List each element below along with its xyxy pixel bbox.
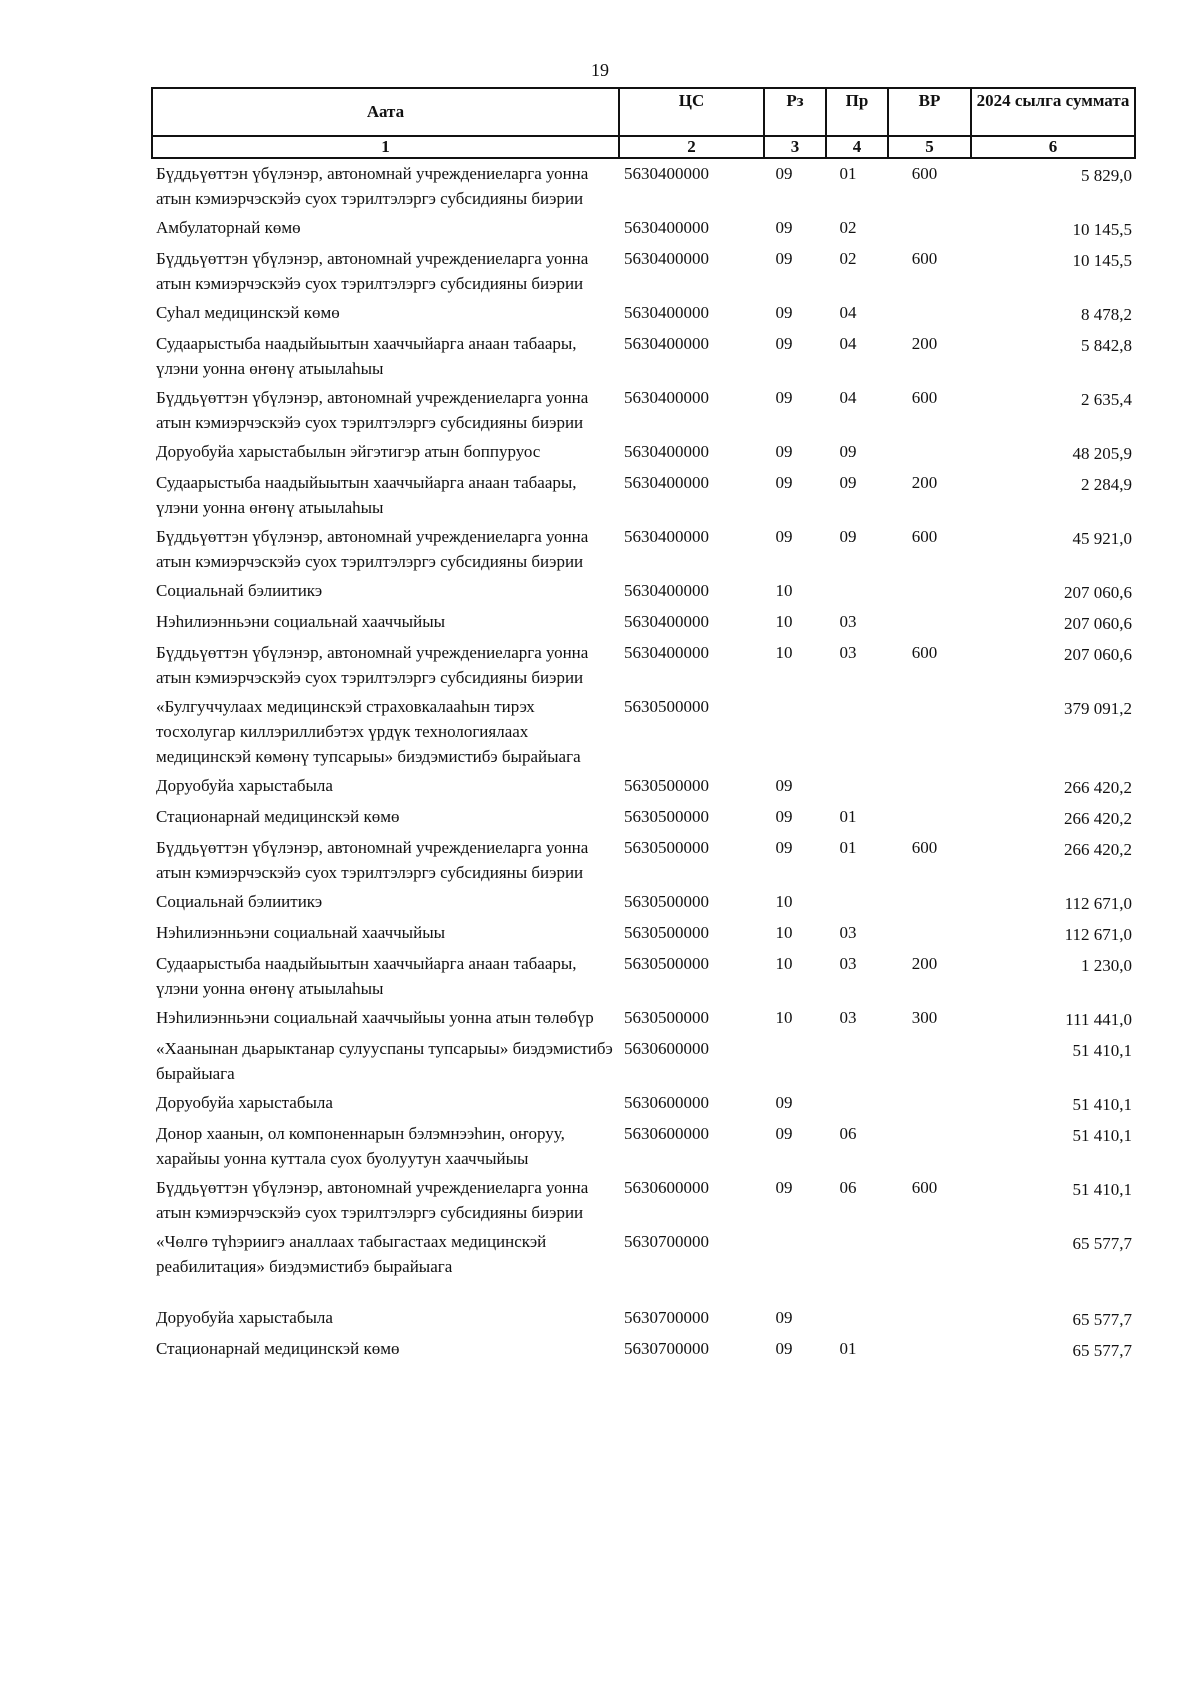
row-pr-code [826, 887, 888, 918]
row-name: Стационарнай медицинскэй көмө [156, 1339, 400, 1358]
table-row [152, 213, 1135, 244]
row-name: Судаарыстыба наадыйыытын хааччыйарга анаан табаары, үлэни уонна өҥөнү атыылаһыы [156, 473, 577, 517]
row-amount: 207 060,6 [1064, 645, 1132, 664]
row-cs-code: 5630400000 [624, 218, 709, 237]
table-row [152, 802, 1135, 833]
table-row [152, 638, 1135, 692]
row-rz-code [764, 1227, 826, 1303]
row-rz-code: 09 [775, 388, 793, 407]
row-name: Доруобуйа харыстабыла [156, 776, 333, 795]
column-number-row [152, 136, 1135, 158]
header-amount: 2024 сылга суммата [971, 88, 1135, 136]
row-name: Доруобуйа харыстабылын эйгэтигэр атын боппуруос [156, 442, 541, 461]
row-name: Бүддьүөттэн үбүлэнэр, автономнай учреждениеларга уонна атын кэмиэрчэскэйэ суох тэрилтэлэргэ субсидияны биэрии [156, 388, 589, 432]
table-row [152, 383, 1135, 437]
row-vr-code: 600 [911, 1178, 938, 1197]
row-vr-code: 600 [911, 838, 938, 857]
row-cs-code: 5630500000 [624, 838, 709, 857]
row-amount: 10 145,5 [1072, 220, 1132, 239]
row-pr-code: 03 [839, 643, 857, 662]
table-row [152, 918, 1135, 949]
row-rz-code: 09 [775, 527, 793, 546]
row-pr-code: 04 [839, 334, 857, 353]
row-rz-code: 09 [775, 249, 793, 268]
table-row [152, 437, 1135, 468]
row-vr-code: 600 [911, 527, 938, 546]
header-cs: ЦС [619, 88, 764, 136]
row-cs-code: 5630400000 [624, 334, 709, 353]
row-rz-code: 09 [775, 164, 793, 183]
row-amount: 112 671,0 [1064, 925, 1132, 944]
row-amount: 65 577,7 [1072, 1234, 1132, 1253]
row-rz-code [764, 1034, 826, 1088]
row-name: Нэһилиэнньэни социальнай хааччыйыы [156, 923, 446, 942]
table-row [152, 298, 1135, 329]
table-row [152, 887, 1135, 918]
row-rz-code: 09 [775, 1124, 793, 1143]
column-number: 2 [619, 136, 764, 158]
table-row [152, 692, 1135, 771]
row-rz-code: 09 [775, 1308, 793, 1327]
row-name: Бүддьүөттэн үбүлэнэр, автономнай учреждениеларга уонна атын кэмиэрчэскэйэ суох тэрилтэлэргэ субсидияны биэрии [156, 249, 589, 293]
row-pr-code: 01 [839, 1339, 857, 1358]
row-rz-code: 10 [775, 954, 793, 973]
row-amount: 379 091,2 [1064, 699, 1132, 718]
row-cs-code: 5630400000 [624, 249, 709, 268]
row-rz-code [764, 692, 826, 771]
row-cs-code: 5630500000 [624, 776, 709, 795]
row-name: Доруобуйа харыстабыла [156, 1093, 333, 1112]
row-amount: 2 284,9 [1081, 475, 1132, 494]
row-pr-code: 02 [839, 249, 857, 268]
row-cs-code: 5630400000 [624, 442, 709, 461]
row-vr-code: 200 [911, 334, 938, 353]
row-vr-code [888, 607, 971, 638]
table-row [152, 771, 1135, 802]
row-vr-code [888, 1303, 971, 1334]
row-vr-code [888, 771, 971, 802]
row-amount: 51 410,1 [1072, 1041, 1132, 1060]
row-name: Бүддьүөттэн үбүлэнэр, автономнай учреждениеларга уонна атын кэмиэрчэскэйэ суох тэрилтэлэргэ субсидияны биэрии [156, 643, 589, 687]
row-amount: 51 410,1 [1072, 1180, 1132, 1199]
row-amount: 10 145,5 [1072, 251, 1132, 270]
row-pr-code: 09 [839, 527, 857, 546]
row-rz-code: 10 [775, 923, 793, 942]
row-rz-code: 09 [775, 1178, 793, 1197]
row-pr-code: 01 [839, 164, 857, 183]
row-name: Социальнай бэлиитикэ [156, 581, 323, 600]
row-amount: 266 420,2 [1064, 809, 1132, 828]
row-name: Донор хаанын, ол компоненнарын бэлэмнээһин, оҥоруу, харайыы уонна куттала суох буолуутун хааччыйыы [156, 1124, 565, 1168]
page-number: 19 [591, 60, 609, 80]
row-rz-code: 09 [775, 838, 793, 857]
row-vr-code [888, 1227, 971, 1303]
row-name: Бүддьүөттэн үбүлэнэр, автономнай учреждениеларга уонна атын кэмиэрчэскэйэ суох тэрилтэлэргэ субсидияны биэрии [156, 838, 589, 882]
row-amount: 51 410,1 [1072, 1095, 1132, 1114]
row-rz-code: 09 [775, 776, 793, 795]
row-cs-code: 5630400000 [624, 164, 709, 183]
table-row [152, 576, 1135, 607]
row-cs-code: 5630400000 [624, 473, 709, 492]
column-number: 5 [888, 136, 971, 158]
row-vr-code: 200 [911, 954, 938, 973]
table-row [152, 1088, 1135, 1119]
table-row [152, 244, 1135, 298]
row-amount: 266 420,2 [1064, 778, 1132, 797]
table-row [152, 949, 1135, 1003]
table-row [152, 1119, 1135, 1173]
row-cs-code: 5630700000 [624, 1232, 709, 1251]
row-name: Доруобуйа харыстабыла [156, 1308, 333, 1327]
row-cs-code: 5630400000 [624, 612, 709, 631]
row-name: Бүддьүөттэн үбүлэнэр, автономнай учреждениеларга уонна атын кэмиэрчэскэйэ суох тэрилтэлэргэ субсидияны биэрии [156, 1178, 589, 1222]
row-vr-code: 200 [911, 473, 938, 492]
row-name: «Чөлгө түһэриигэ аналлаах табыгастаах медицинскэй реабилитация» биэдэмистибэ бырайыага [156, 1232, 547, 1276]
row-name: Судаарыстыба наадыйыытын хааччыйарга анаан табаары, үлэни уонна өҥөнү атыылаһыы [156, 334, 577, 378]
row-name: Стационарнай медицинскэй көмө [156, 807, 400, 826]
row-amount: 111 441,0 [1065, 1010, 1132, 1029]
row-cs-code: 5630600000 [624, 1178, 709, 1197]
table-row [152, 1003, 1135, 1034]
table-row [152, 1034, 1135, 1088]
budget-table [151, 87, 1136, 1365]
row-amount: 1 230,0 [1081, 956, 1132, 975]
row-vr-code: 600 [911, 249, 938, 268]
row-cs-code: 5630500000 [624, 892, 709, 911]
row-pr-code [826, 1227, 888, 1303]
row-cs-code: 5630400000 [624, 527, 709, 546]
table-row [152, 1303, 1135, 1334]
row-vr-code: 300 [911, 1008, 938, 1027]
row-pr-code: 03 [839, 923, 857, 942]
row-name: Бүддьүөттэн үбүлэнэр, автономнай учреждениеларга уонна атын кэмиэрчэскэйэ суох тэрилтэлэргэ субсидияны биэрии [156, 527, 589, 571]
row-rz-code: 10 [775, 1008, 793, 1027]
row-name: Нэһилиэнньэни социальнай хааччыйыы [156, 612, 446, 631]
row-amount: 65 577,7 [1072, 1310, 1132, 1329]
column-number: 4 [826, 136, 888, 158]
row-pr-code: 06 [839, 1124, 857, 1143]
row-vr-code [888, 576, 971, 607]
row-rz-code: 09 [775, 807, 793, 826]
row-cs-code: 5630600000 [624, 1093, 709, 1112]
row-vr-code [888, 1119, 971, 1173]
row-vr-code [888, 1088, 971, 1119]
row-cs-code: 5630500000 [624, 1008, 709, 1027]
row-rz-code: 09 [775, 303, 793, 322]
row-cs-code: 5630700000 [624, 1339, 709, 1358]
row-amount: 266 420,2 [1064, 840, 1132, 859]
row-rz-code: 09 [775, 334, 793, 353]
budget-sheet [151, 87, 1134, 1365]
table-row [152, 1173, 1135, 1227]
row-cs-code: 5630500000 [624, 923, 709, 942]
row-pr-code: 03 [839, 612, 857, 631]
header-pr: Пр [826, 88, 888, 136]
row-pr-code: 04 [839, 303, 857, 322]
row-vr-code: 600 [911, 164, 938, 183]
row-vr-code [888, 918, 971, 949]
row-vr-code [888, 437, 971, 468]
row-pr-code: 06 [839, 1178, 857, 1197]
row-amount: 45 921,0 [1072, 529, 1132, 548]
row-cs-code: 5630400000 [624, 581, 709, 600]
table-row [152, 607, 1135, 638]
row-name: Бүддьүөттэн үбүлэнэр, автономнай учреждениеларга уонна атын кэмиэрчэскэйэ суох тэрилтэлэргэ субсидияны биэрии [156, 164, 589, 208]
row-amount: 48 205,9 [1072, 444, 1132, 463]
row-amount: 5 842,8 [1081, 336, 1132, 355]
table-row [152, 522, 1135, 576]
row-vr-code [888, 213, 971, 244]
row-cs-code: 5630700000 [624, 1308, 709, 1327]
row-rz-code: 10 [775, 612, 793, 631]
row-pr-code [826, 771, 888, 802]
row-vr-code [888, 692, 971, 771]
row-amount: 5 829,0 [1081, 166, 1132, 185]
row-cs-code: 5630400000 [624, 643, 709, 662]
row-pr-code: 03 [839, 1008, 857, 1027]
table-row [152, 158, 1135, 213]
row-cs-code: 5630500000 [624, 697, 709, 716]
row-name: Социальнай бэлиитикэ [156, 892, 323, 911]
row-amount: 112 671,0 [1064, 894, 1132, 913]
row-vr-code [888, 802, 971, 833]
row-amount: 207 060,6 [1064, 614, 1132, 633]
header-row [152, 88, 1135, 136]
row-amount: 51 410,1 [1072, 1126, 1132, 1145]
row-rz-code: 09 [775, 1339, 793, 1358]
row-cs-code: 5630400000 [624, 303, 709, 322]
row-rz-code: 09 [775, 1093, 793, 1112]
row-vr-code: 600 [911, 388, 938, 407]
row-cs-code: 5630600000 [624, 1039, 709, 1058]
row-pr-code: 09 [839, 442, 857, 461]
column-number: 6 [971, 136, 1135, 158]
row-cs-code: 5630400000 [624, 388, 709, 407]
table-row [152, 468, 1135, 522]
row-pr-code [826, 576, 888, 607]
row-rz-code: 09 [775, 218, 793, 237]
row-amount: 65 577,7 [1072, 1341, 1132, 1360]
table-body [152, 158, 1135, 1365]
row-amount: 8 478,2 [1081, 305, 1132, 324]
row-rz-code: 09 [775, 473, 793, 492]
row-pr-code: 09 [839, 473, 857, 492]
row-pr-code: 01 [839, 807, 857, 826]
row-name: Суһал медицинскэй көмө [156, 303, 340, 322]
row-vr-code [888, 1034, 971, 1088]
row-pr-code [826, 1034, 888, 1088]
row-pr-code [826, 692, 888, 771]
table-row [152, 833, 1135, 887]
row-rz-code: 09 [775, 442, 793, 461]
header-rz: Рз [764, 88, 826, 136]
row-vr-code [888, 298, 971, 329]
row-pr-code: 01 [839, 838, 857, 857]
row-name: «Булгуччулаах медицинскэй страховкалааһын тирэх тосхолугар киллэриллибэтэх үрдүк технологиялаах медицинскэй көмөнү тупсарыы» биэдэмистибэ бырайыага [156, 697, 581, 766]
row-pr-code: 03 [839, 954, 857, 973]
header-name: Аата [152, 88, 619, 136]
row-cs-code: 5630600000 [624, 1124, 709, 1143]
row-rz-code: 10 [775, 643, 793, 662]
row-amount: 2 635,4 [1081, 390, 1132, 409]
table-row [152, 1227, 1135, 1303]
row-rz-code: 10 [775, 581, 793, 600]
row-cs-code: 5630500000 [624, 954, 709, 973]
row-name: Судаарыстыба наадыйыытын хааччыйарга анаан табаары, үлэни уонна өҥөнү атыылаһыы [156, 954, 577, 998]
row-name: «Хаанынан дьарыктанар сулууспаны тупсарыы» биэдэмистибэ бырайыага [156, 1039, 613, 1083]
header-vr: ВР [888, 88, 971, 136]
column-number: 3 [764, 136, 826, 158]
table-row [152, 329, 1135, 383]
table-row [152, 1334, 1135, 1365]
row-pr-code: 04 [839, 388, 857, 407]
column-number: 1 [152, 136, 619, 158]
row-rz-code: 10 [775, 892, 793, 911]
row-cs-code: 5630500000 [624, 807, 709, 826]
row-vr-code [888, 1334, 971, 1365]
row-amount: 207 060,6 [1064, 583, 1132, 602]
row-name: Амбулаторнай көмө [156, 218, 301, 237]
row-vr-code [888, 887, 971, 918]
row-pr-code [826, 1088, 888, 1119]
row-vr-code: 600 [911, 643, 938, 662]
row-name: Нэһилиэнньэни социальнай хааччыйыы уонна атын төлөбүр [156, 1008, 594, 1027]
row-pr-code: 02 [839, 218, 857, 237]
row-pr-code [826, 1303, 888, 1334]
